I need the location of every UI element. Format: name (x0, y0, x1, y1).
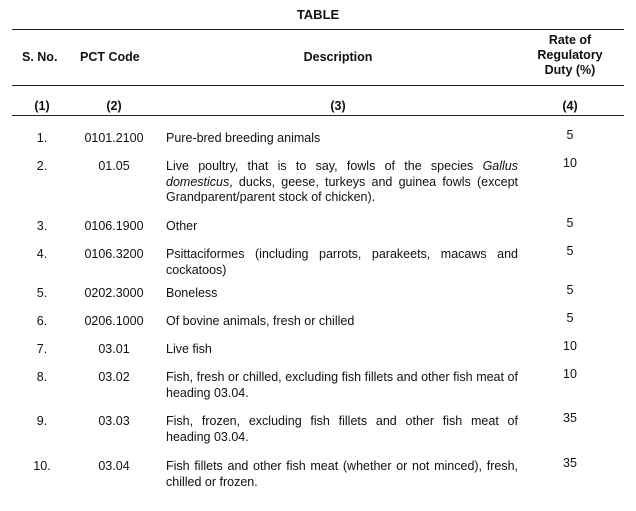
serial-number: 2. (36, 159, 48, 173)
column-number-3: (3) (330, 99, 346, 113)
serial-number: 6. (36, 314, 48, 328)
description-text: Of bovine animals, fresh or chilled (166, 314, 355, 328)
serial-number: 3. (36, 219, 48, 233)
regulatory-duty-rate: 10 (563, 156, 577, 170)
header-rate-line-1: Rate of (548, 33, 592, 47)
pct-code: 03.01 (98, 342, 130, 356)
description-text: Gallus domesticus (166, 159, 518, 189)
header-rate-line-3: Duty (%) (544, 63, 596, 77)
serial-number: 10. (33, 459, 51, 473)
pct-code: 03.04 (98, 459, 130, 473)
regulatory-duty-rate: 5 (566, 216, 574, 230)
description (166, 314, 518, 330)
regulatory-duty-rate: 10 (563, 339, 577, 353)
description (166, 159, 518, 206)
pct-code: 03.02 (98, 370, 130, 384)
regulatory-duty-rate: 10 (563, 367, 577, 381)
description-text: Other (166, 219, 198, 233)
description-text: Fish, fresh or chilled, excluding fish fillets and other fish meat of heading 03.04. (166, 370, 518, 400)
top-rule (12, 29, 624, 30)
description-text: , ducks, geese, turkeys and guinea fowls (except Grandparent/parent stock of chicken). (166, 174, 518, 204)
pct-code: 01.05 (98, 159, 130, 173)
description-text: Live poultry, that is to say, fowls of the species (166, 159, 483, 173)
header-pct-code: PCT Code (80, 50, 140, 64)
description-text: Fish fillets and other fish meat (whether or not minced), fresh, chilled or frozen. (166, 459, 518, 489)
serial-number: 9. (36, 414, 48, 428)
description (166, 286, 518, 302)
serial-number: 4. (36, 247, 48, 261)
description (166, 342, 518, 358)
description (166, 247, 518, 278)
description-text: Live fish (166, 342, 212, 356)
pct-code: 03.03 (98, 414, 130, 428)
regulatory-duty-rate: 5 (566, 311, 574, 325)
description-text: Fish, frozen, excluding fish fillets and other fish meat of heading 03.04. (166, 414, 518, 444)
regulatory-duty-rate: 5 (566, 283, 574, 297)
serial-number: 1. (36, 131, 48, 145)
column-number-1: (1) (34, 99, 50, 113)
description (166, 459, 518, 490)
description-text: Psittaciformes (including parrots, parakeets, macaws and cockatoos) (166, 247, 518, 277)
column-number-2: (2) (106, 99, 122, 113)
pct-code: 0202.3000 (84, 286, 144, 300)
serial-number: 7. (36, 342, 48, 356)
table-title: TABLE (296, 7, 340, 22)
pct-code: 0206.1000 (84, 314, 144, 328)
description (166, 414, 518, 445)
header-rate-line-2: Regulatory (537, 48, 603, 62)
pct-code: 0106.3200 (84, 247, 144, 261)
regulatory-duty-rate: 35 (563, 411, 577, 425)
header-rule (12, 85, 624, 86)
header-rate (524, 33, 616, 78)
description (166, 370, 518, 401)
regulatory-duty-rate: 5 (566, 244, 574, 258)
regulatory-duty-rate: 5 (566, 128, 574, 142)
column-number-rule (12, 115, 624, 116)
pct-code: 0106.1900 (84, 219, 144, 233)
header-sno: S. No. (22, 50, 58, 64)
description-text: Pure-bred breeding animals (166, 131, 321, 145)
description (166, 131, 518, 147)
column-number-4: (4) (562, 99, 578, 113)
regulatory-duty-rate: 35 (563, 456, 577, 470)
serial-number: 5. (36, 286, 48, 300)
header-description: Description (303, 50, 373, 64)
pct-code: 0101.2100 (84, 131, 144, 145)
description (166, 219, 518, 235)
description-text: Boneless (166, 286, 218, 300)
serial-number: 8. (36, 370, 48, 384)
